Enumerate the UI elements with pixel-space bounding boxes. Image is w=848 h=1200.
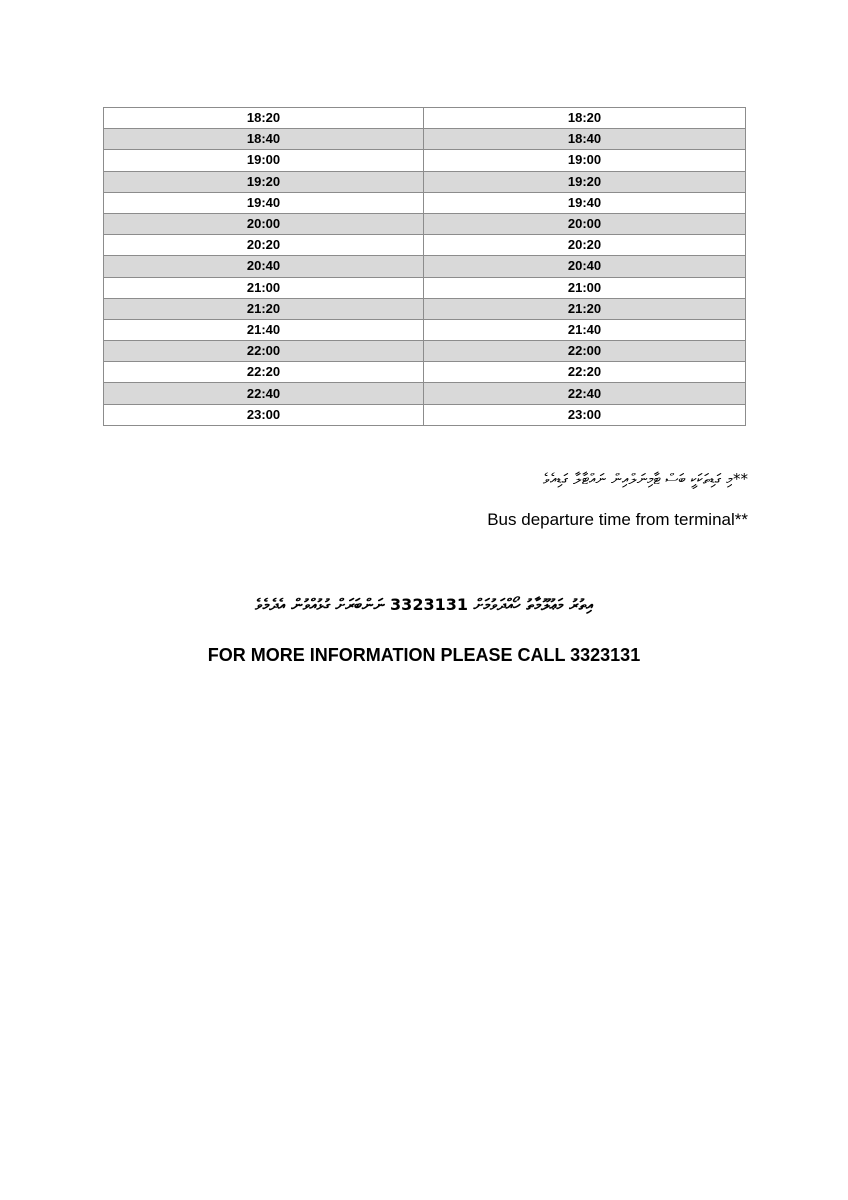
time-cell-left: 23:00 bbox=[104, 404, 424, 425]
table-row bbox=[104, 277, 746, 298]
time-cell-right: 22:20 bbox=[424, 362, 746, 383]
table-row bbox=[104, 362, 746, 383]
table-row bbox=[104, 383, 746, 404]
schedule-body bbox=[104, 108, 746, 426]
time-cell-right: 22:40 bbox=[424, 383, 746, 404]
table-row bbox=[104, 171, 746, 192]
time-cell-left: 21:20 bbox=[104, 298, 424, 319]
time-cell-left: 18:20 bbox=[104, 108, 424, 129]
time-cell-right: 22:00 bbox=[424, 341, 746, 362]
departure-note-dhivehi: **މި ގަޑިތަކަކީ ބަސް ޓާމިނަލްއިން ނައްޓާލާ ގަޑިއެވެ bbox=[542, 470, 748, 488]
table-row bbox=[104, 404, 746, 425]
contact-info-dhivehi: އިތުރު މަޢުލޫމާތު ހޯއްދަވުމަށް 3323131 ނަންބަރަށް ގުޅުއްވުން އެދެމެވެ bbox=[255, 595, 593, 614]
time-cell-left: 19:00 bbox=[104, 150, 424, 171]
table-row bbox=[104, 235, 746, 256]
time-cell-right: 21:00 bbox=[424, 277, 746, 298]
time-cell-right: 21:20 bbox=[424, 298, 746, 319]
departure-note-english: Bus departure time from terminal** bbox=[487, 510, 748, 529]
table-row bbox=[104, 150, 746, 171]
time-cell-right: 19:20 bbox=[424, 171, 746, 192]
table-row bbox=[104, 341, 746, 362]
table-row bbox=[104, 129, 746, 150]
table-row bbox=[104, 256, 746, 277]
table-row bbox=[104, 213, 746, 234]
schedule-table bbox=[103, 107, 746, 426]
time-cell-right: 20:00 bbox=[424, 213, 746, 234]
time-cell-right: 20:20 bbox=[424, 235, 746, 256]
table-row bbox=[104, 319, 746, 340]
time-cell-left: 19:20 bbox=[104, 171, 424, 192]
time-cell-left: 22:00 bbox=[104, 341, 424, 362]
time-cell-left: 19:40 bbox=[104, 192, 424, 213]
time-cell-left: 21:40 bbox=[104, 319, 424, 340]
time-cell-right: 18:20 bbox=[424, 108, 746, 129]
time-cell-right: 23:00 bbox=[424, 404, 746, 425]
time-cell-left: 22:20 bbox=[104, 362, 424, 383]
time-cell-left: 20:00 bbox=[104, 213, 424, 234]
table-row bbox=[104, 298, 746, 319]
time-cell-left: 20:20 bbox=[104, 235, 424, 256]
time-cell-left: 20:40 bbox=[104, 256, 424, 277]
table-row bbox=[104, 108, 746, 129]
time-cell-left: 21:00 bbox=[104, 277, 424, 298]
time-cell-right: 18:40 bbox=[424, 129, 746, 150]
contact-info-english: FOR MORE INFORMATION PLEASE CALL 3323131 bbox=[207, 645, 641, 665]
time-cell-right: 21:40 bbox=[424, 319, 746, 340]
time-cell-right: 19:40 bbox=[424, 192, 746, 213]
time-cell-left: 22:40 bbox=[104, 383, 424, 404]
time-cell-right: 20:40 bbox=[424, 256, 746, 277]
time-cell-right: 19:00 bbox=[424, 150, 746, 171]
time-cell-left: 18:40 bbox=[104, 129, 424, 150]
table-row bbox=[104, 192, 746, 213]
